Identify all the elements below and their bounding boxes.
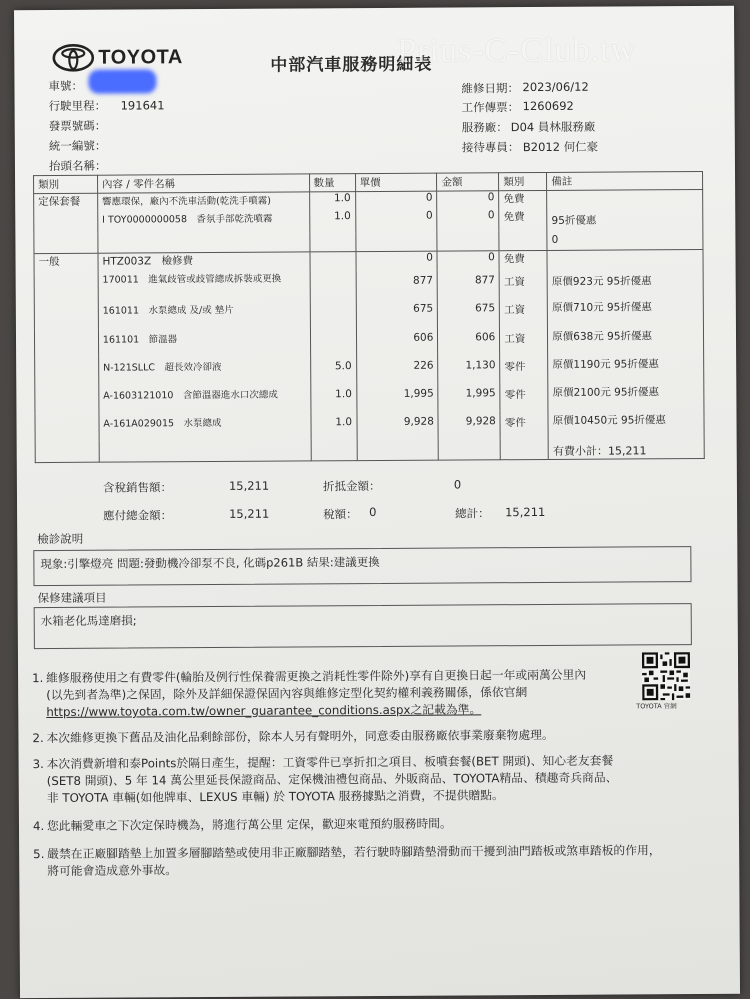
cell-type: 工資 bbox=[500, 325, 548, 353]
cell-type: 零件 bbox=[500, 381, 548, 409]
header-category: 類別 bbox=[34, 175, 98, 193]
note-link[interactable]: https://www.toyota.com.tw/owner_guarantee_conditions.aspx之記載為準。 bbox=[46, 702, 482, 720]
cell-description: 161101 節溫器 bbox=[98, 327, 310, 356]
cell-unit-price: 0 bbox=[355, 209, 437, 231]
cell-quantity bbox=[310, 252, 356, 270]
cell-remarks bbox=[547, 249, 703, 268]
watermark: Prius-C-Club.tw bbox=[397, 31, 637, 70]
cell-description: N-121SLLC 超長效冷卻液 bbox=[98, 355, 310, 384]
cell-description: 響應環保，廠內不洗車活動(乾洗手噴霧) bbox=[98, 192, 310, 211]
grand-total-value: 15,211 bbox=[505, 504, 546, 520]
payable-total-label: 應付總金額： bbox=[103, 508, 173, 523]
cell-category bbox=[35, 412, 99, 440]
note-number: 2. bbox=[32, 731, 44, 746]
note-item bbox=[33, 842, 703, 879]
cell-category: 一般 bbox=[34, 253, 98, 271]
cell-unit-price: 606 bbox=[356, 326, 438, 354]
cell-amount bbox=[437, 231, 499, 251]
header-description: 內容 / 零件名稱 bbox=[97, 174, 309, 193]
note-line: 將可能會造成意外事故。 bbox=[47, 863, 178, 879]
service-items-table bbox=[33, 171, 705, 463]
inspection-section-label: 檢診說明 bbox=[37, 531, 84, 547]
grand-total-label: 總計： bbox=[455, 506, 490, 521]
cell-quantity: 1.0 bbox=[310, 383, 356, 411]
plate-redaction bbox=[88, 69, 156, 93]
cell-quantity: 1.0 bbox=[309, 210, 355, 232]
cell-category bbox=[35, 356, 99, 384]
cell-category bbox=[34, 271, 98, 299]
note-number: 4. bbox=[32, 819, 45, 834]
note-line: 您此輛愛車之下次定保時機為，將進行萬公里 定保，歡迎來電預約服務時間。 bbox=[46, 816, 452, 834]
cell-type: 免費 bbox=[499, 208, 547, 230]
cell-description: 161011 水泵總成 及/或 墊片 bbox=[98, 298, 310, 328]
cell-amount: 1,130 bbox=[438, 354, 500, 382]
cell-type: 免費 bbox=[499, 190, 547, 208]
cell-quantity bbox=[309, 232, 355, 252]
cell-amount: 9,928 bbox=[438, 410, 500, 438]
cell-quantity bbox=[311, 439, 357, 461]
cell-remarks: 原價638元 95折優惠 bbox=[548, 324, 704, 353]
cell-unit-price: 0 bbox=[355, 191, 437, 209]
cell-type: 工資 bbox=[500, 296, 548, 325]
mileage-label: 行駛里程： bbox=[48, 98, 107, 113]
cell-unit-price: 877 bbox=[356, 269, 438, 297]
cell-description: 170011 進氣歧管或歧管總成拆裝或更換 bbox=[98, 270, 310, 299]
cell-quantity: 5.0 bbox=[310, 355, 356, 383]
note-item bbox=[32, 726, 702, 746]
subtotal-cell: 有費小計：15,211 bbox=[548, 436, 704, 459]
cell-unit-price: 0 bbox=[355, 251, 437, 269]
company-name-label: 抬頭名稱： bbox=[48, 158, 107, 173]
table-row bbox=[35, 408, 704, 440]
cell-quantity bbox=[310, 327, 356, 355]
cell-remarks bbox=[547, 189, 703, 208]
mileage-value: 191641 bbox=[120, 98, 165, 113]
table-row bbox=[34, 324, 703, 356]
cell-amount bbox=[439, 438, 501, 460]
cell-quantity bbox=[310, 270, 356, 298]
inspection-text: 現象:引擎燈亮 問題:發動機冷卻泵不良, 化碼p261B 結果:建議更換 bbox=[40, 554, 380, 572]
cell-category bbox=[34, 328, 98, 356]
tax-id-label: 統一編號： bbox=[48, 138, 107, 153]
header-quantity: 數量 bbox=[309, 174, 355, 192]
cell-unit-price: 675 bbox=[356, 297, 438, 326]
tax-amount-value: 0 bbox=[369, 504, 377, 520]
work-order-value: 1260692 bbox=[522, 98, 574, 114]
cell-remarks: 原價923元 95折優惠 bbox=[547, 267, 703, 296]
cell-description bbox=[98, 232, 310, 253]
cell-description: A-1603121010 含節溫器進水口次總成 bbox=[99, 383, 311, 412]
note-number: 3. bbox=[32, 757, 44, 772]
cell-remarks: 原價10450元 95折優惠 bbox=[548, 408, 704, 437]
tax-included-sales-label: 含稅銷售額： bbox=[102, 480, 172, 495]
cell-amount: 0 bbox=[437, 191, 499, 209]
service-center-value: D04 員林服務廠 bbox=[510, 119, 596, 135]
table-row bbox=[34, 295, 703, 328]
cell-description: HTZ003Z 檢修費 bbox=[98, 252, 310, 271]
cell-unit-price: 1,995 bbox=[356, 382, 438, 410]
table-row bbox=[35, 352, 704, 384]
note-line: 維修服務使用之有費零件(輪胎及例行性保養需更換之消耗性零件除外)享有自更換日起一年或兩萬公里內 bbox=[46, 667, 587, 686]
cell-amount: 1,995 bbox=[438, 382, 500, 410]
note-number: 5. bbox=[33, 847, 45, 862]
maintenance-section-label: 保修建議項目 bbox=[37, 590, 107, 606]
cell-description: A-161A029015 水泵總成 bbox=[99, 411, 311, 440]
note-line: 嚴禁在正廠腳踏墊上加置多層腳踏墊或使用非正廠腳踏墊，若行駛時腳踏墊滑動而干擾到油門踏板或煞車踏板的作用， bbox=[47, 843, 661, 862]
work-order-label: 工作傳票： bbox=[461, 100, 520, 115]
cell-category: 定保套餐 bbox=[34, 193, 98, 211]
document-title: 中部汽車服務明細表 bbox=[270, 54, 433, 76]
cell-unit-price bbox=[357, 438, 439, 460]
table-row bbox=[35, 380, 704, 412]
qr-caption: TOYOTA 官網 bbox=[636, 702, 677, 711]
cell-amount: 606 bbox=[438, 326, 500, 354]
discount-value: 0 bbox=[453, 477, 462, 492]
cell-quantity bbox=[310, 298, 356, 327]
note-item bbox=[32, 814, 703, 834]
cell-type: 免費 bbox=[499, 250, 547, 268]
cell-remarks: 原價1190元 95折優惠 bbox=[548, 352, 704, 381]
discount-label: 折抵金額： bbox=[322, 478, 381, 494]
cell-unit-price bbox=[355, 231, 437, 251]
note-line: 本次維修更換下舊品及油化品剩餘部份，除本人另有聲明外，同意委由服務廠依事業廢棄物處理。 bbox=[46, 727, 554, 746]
cell-remarks: 95折優惠 bbox=[547, 207, 703, 230]
brand-name: TOYOTA bbox=[98, 46, 183, 69]
header-type: 類別 bbox=[499, 172, 547, 190]
note-number: 1. bbox=[32, 671, 44, 686]
advisor-label: 接待專員： bbox=[461, 140, 520, 155]
cell-type: 工資 bbox=[499, 268, 547, 296]
cell-type: 零件 bbox=[500, 409, 548, 437]
cell-category bbox=[34, 233, 98, 253]
tax-included-sales-value: 15,211 bbox=[228, 478, 270, 493]
advisor-value: B2012 何仁豪 bbox=[522, 139, 599, 155]
maintenance-text: 水箱老化馬達磨損; bbox=[40, 613, 137, 629]
tax-amount-label: 稅額： bbox=[323, 507, 358, 522]
plate-label: 車號： bbox=[48, 78, 84, 93]
cell-type: 零件 bbox=[500, 353, 548, 381]
cell-description: I TOY0000000058 香氛手部乾洗噴霧 bbox=[98, 210, 310, 233]
header-amount: 金額 bbox=[437, 173, 499, 191]
cell-amount: 877 bbox=[437, 269, 499, 297]
cell-type bbox=[500, 437, 548, 459]
note-line: (SET8 開頭)、5 年 14 萬公里延長保證商品、定保機油禮包商品、外販商品、TOYOTA精品、積趣奇兵商品、 bbox=[46, 770, 618, 789]
repair-date-value: 2023/06/12 bbox=[522, 79, 589, 95]
note-line: (以先到者為準)之保固，除外及詳細保證保固內容與維修定型化契約權利義務關係，係依官網 bbox=[46, 685, 528, 703]
repair-date-label: 維修日期： bbox=[461, 81, 520, 96]
cell-description bbox=[99, 439, 311, 462]
maintenance-box bbox=[34, 603, 692, 649]
cell-remarks: 原價710元 95折優惠 bbox=[547, 295, 703, 325]
cell-type bbox=[499, 230, 547, 250]
cell-category bbox=[35, 384, 99, 412]
service-center-label: 服務廠： bbox=[461, 120, 508, 135]
header-remarks: 備註 bbox=[547, 171, 703, 190]
note-line: 非 TOYOTA 車輛(如他牌車、LEXUS 車輛) 於 TOYOTA 服務據點之消費，不提供贈點。 bbox=[46, 788, 504, 806]
service-invoice-paper bbox=[14, 6, 740, 998]
cell-category bbox=[35, 440, 99, 462]
cell-quantity: 1.0 bbox=[311, 411, 357, 439]
cell-remarks: 0 bbox=[547, 229, 703, 250]
header-unit-price: 單價 bbox=[355, 173, 437, 191]
cell-category bbox=[34, 299, 98, 328]
table-row bbox=[34, 267, 703, 299]
cell-unit-price: 9,928 bbox=[356, 410, 438, 438]
cell-unit-price: 226 bbox=[356, 354, 438, 382]
cell-remarks: 原價2100元 95折優惠 bbox=[548, 380, 704, 409]
toyota-emblem-icon bbox=[52, 44, 94, 72]
note-item bbox=[32, 752, 703, 806]
note-line: 本次消費新增和泰Points於隔日產生，提醒：工資零件已享折扣之項目、板噴套餐(BET 開頭)、知心老友套餐 bbox=[46, 753, 614, 772]
cell-quantity: 1.0 bbox=[309, 192, 355, 210]
cell-amount: 0 bbox=[437, 251, 499, 269]
table-row bbox=[35, 436, 704, 462]
payable-total-value: 15,211 bbox=[229, 506, 270, 521]
cell-category bbox=[34, 211, 98, 233]
invoice-number-label: 發票號碼： bbox=[48, 118, 107, 133]
inspection-box bbox=[33, 546, 691, 586]
cell-amount: 0 bbox=[437, 209, 499, 231]
cell-amount: 675 bbox=[438, 297, 500, 326]
